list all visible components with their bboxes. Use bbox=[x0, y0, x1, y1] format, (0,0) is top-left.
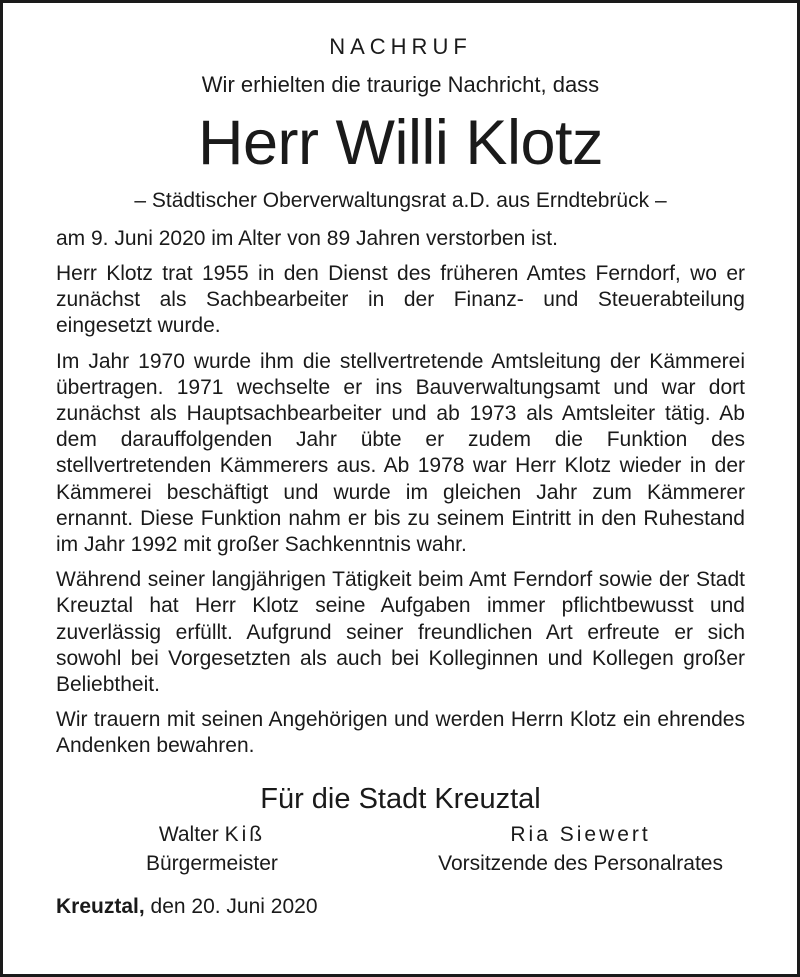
place-name: Kreuztal, bbox=[56, 894, 145, 918]
deceased-title: – Städtischer Oberverwaltungsrat a.D. aus Erndtebrück – bbox=[134, 189, 667, 212]
signer-council-last-name: Siewert bbox=[559, 822, 651, 846]
notice-date: den 20. Juni 2020 bbox=[150, 894, 318, 918]
signoff-line: Für die Stadt Kreuztal bbox=[260, 782, 541, 815]
paragraph-character: Während seiner langjährigen Tätigkeit beim Amt Ferndorf sowie der Stadt Kreuztal hat Herr Klotz seine Aufgaben immer pflichtbewusst und zuverlässig erfüllt. Aufgrund seiner freundlichen Art erfreute er sich sowohl bei Vorgesetzten als auch bei Kolleginnen und Kollegen großer Beliebtheit. bbox=[56, 568, 745, 697]
signer-council-first-name: Ria bbox=[510, 822, 551, 846]
signatures bbox=[56, 820, 745, 878]
signer-mayor-role: Bürgermeister bbox=[146, 851, 278, 875]
intro-line: Wir erhielten die traurige Nachricht, dass bbox=[201, 72, 600, 97]
signer-council-name bbox=[438, 820, 723, 849]
place-date-line bbox=[56, 894, 745, 920]
signer-council-role: Vorsitzende des Personalrates bbox=[438, 851, 723, 875]
paragraph-career-start: Herr Klotz trat 1955 in den Dienst des früheren Amtes Ferndorf, wo er zunächst als Sachbearbeiter in der Finanz- und Steuerabteilung eingesetzt wurde. bbox=[56, 262, 745, 338]
signer-mayor bbox=[146, 820, 278, 878]
deceased-name: Herr Willi Klotz bbox=[197, 108, 603, 178]
death-date-line: am 9. Juni 2020 im Alter von 89 Jahren verstorben ist. bbox=[56, 227, 558, 250]
signer-mayor-first-name: Walter bbox=[158, 822, 219, 846]
signer-mayor-last-name: Kiß bbox=[224, 822, 266, 846]
signer-mayor-name bbox=[146, 820, 278, 849]
notice-heading: NACHRUF bbox=[329, 34, 472, 59]
paragraph-career-progress: Im Jahr 1970 wurde ihm die stellvertretende Amtsleitung der Kämmerei übertragen. 1971 wechselte er ins Bauverwaltungsamt und war dort zunächst als Hauptsachbearbeiter und ab 1973 als Amtsleiter tätig. Ab dem darauffolgenden Jahr übte er zudem die Funktion des stellvertretenden Kämmerers aus. Ab 1978 war Herr Klotz wieder in der Kämmerei beschäftigt und wurde im gleichen Jahr zum Kämmerer ernannt. Diese Funktion nahm er bis zu seinem Eintritt in den Ruhestand im Jahr 1992 mit großer Sachkenntnis wahr. bbox=[56, 349, 745, 557]
signer-council bbox=[438, 820, 723, 878]
paragraph-mourning: Wir trauern mit seinen Angehörigen und werden Herrn Klotz ein ehrendes Andenken bewahren. bbox=[56, 708, 745, 758]
